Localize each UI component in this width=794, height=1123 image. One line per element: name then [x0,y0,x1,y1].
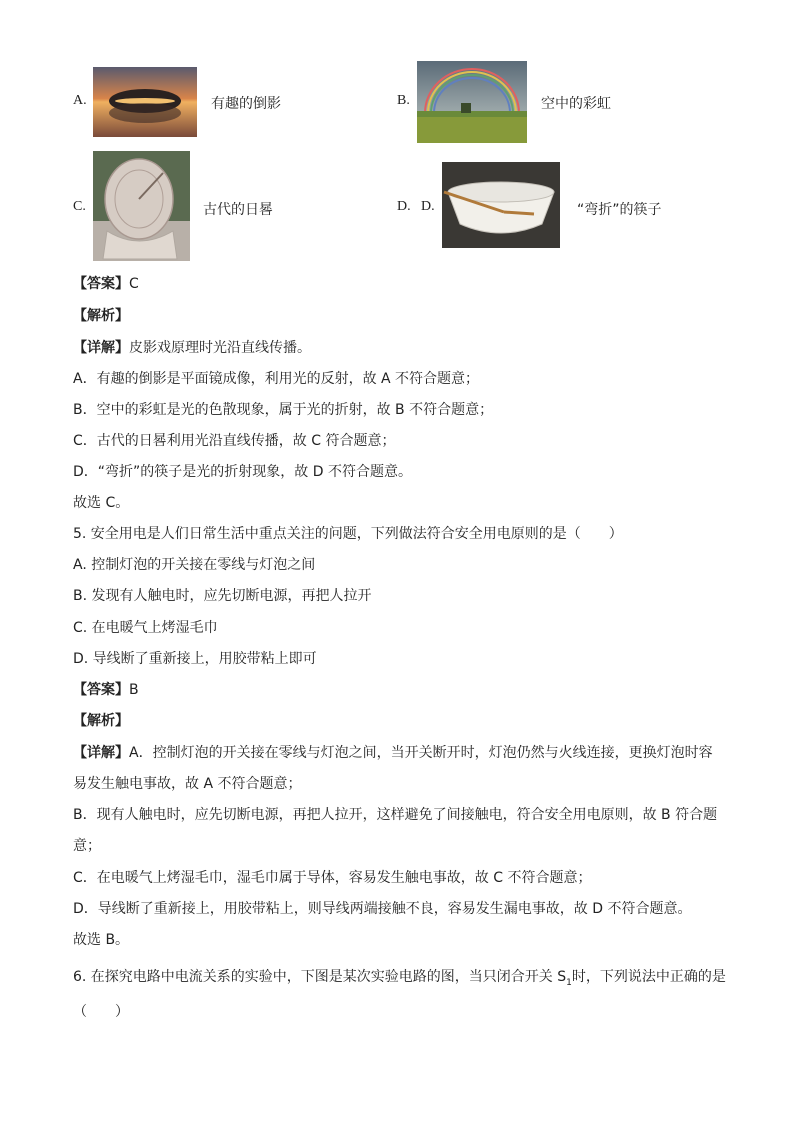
q5-choice-d: D. 导线断了重新接上，用胶带粘上即可 [73,651,317,667]
q4-analysis-tag: 【解析】 [73,308,129,324]
q4-line: C．古代的日晷利用光沿直线传播，故 C 符合题意； [73,433,396,449]
sundial-photo [93,151,190,261]
option-c-letter: C. [73,199,86,214]
q6-stem: 6. 在探究电路中电流关系的实验中，下图是某次实验电路的图，当只闭合开关 $S_1$时，下列说法中正确的是 [73,969,726,988]
rainbow-photo [417,61,527,143]
q5-line: D．导线断了重新接上，用胶带粘上，则导线两端接触不良，容易发生漏电事故，故 D 不符合题意。 [73,901,692,917]
q6-stem-bracket: （ ） [73,1004,129,1020]
q4-answer: 【答案】C [73,276,139,292]
bent-chopsticks-photo [442,162,560,248]
opera-house-reflection-photo [93,67,197,137]
option-b-letter: B. [397,93,410,108]
option-b-label: 空中的彩虹 [541,96,611,112]
q5-line: 易发生触电事故，故 A 不符合题意； [73,776,302,792]
q4-line: B．空中的彩虹是光的色散现象，属于光的折射，故 B 不符合题意； [73,402,494,418]
q4-line: D．“弯折”的筷子是光的折射现象，故 D 不符合题意。 [73,464,412,480]
q5-choice-b: B. 发现有人触电时，应先切断电源，再把人拉开 [73,588,372,604]
q5-stem: 5. 安全用电是人们日常生活中重点关注的问题，下列做法符合安全用电原则的是（ ） [73,526,623,542]
option-a-label: 有趣的倒影 [211,96,281,112]
q5-analysis-tag: 【解析】 [73,713,129,729]
option-a-letter: A. [73,93,87,108]
q4-detail: 【详解】皮影戏原理时光沿直线传播。 [73,340,311,356]
q5-answer: 【答案】B [73,682,139,698]
q5-line: C．在电暖气上烤湿毛巾，湿毛巾属于导体，容易发生触电事故，故 C 不符合题意； [73,870,592,886]
q4-line: 故选 C。 [73,495,130,511]
q5-detail: 【详解】A．控制灯泡的开关接在零线与灯泡之间，当开关断开时，灯泡仍然与火线连接，更换灯泡时容 [73,745,713,761]
option-c-label: 古代的日晷 [203,202,273,218]
q5-line: B．现有人触电时，应先切断电源，再把人拉开，这样避免了间接触电，符合安全用电原则，故 B 符合题 [73,807,718,823]
q5-line: 意； [73,838,101,854]
q5-choice-a: A. 控制灯泡的开关接在零线与灯泡之间 [73,557,316,573]
option-d-label: “弯折”的筷子 [577,202,662,218]
option-d-letter-duplicate: D. [421,199,435,214]
q5-choice-c: C. 在电暖气上烤湿毛巾 [73,620,218,636]
q5-line: 故选 B。 [73,932,130,948]
q4-line: A．有趣的倒影是平面镜成像，利用光的反射，故 A 不符合题意； [73,371,480,387]
option-d-letter: D. [397,199,411,214]
